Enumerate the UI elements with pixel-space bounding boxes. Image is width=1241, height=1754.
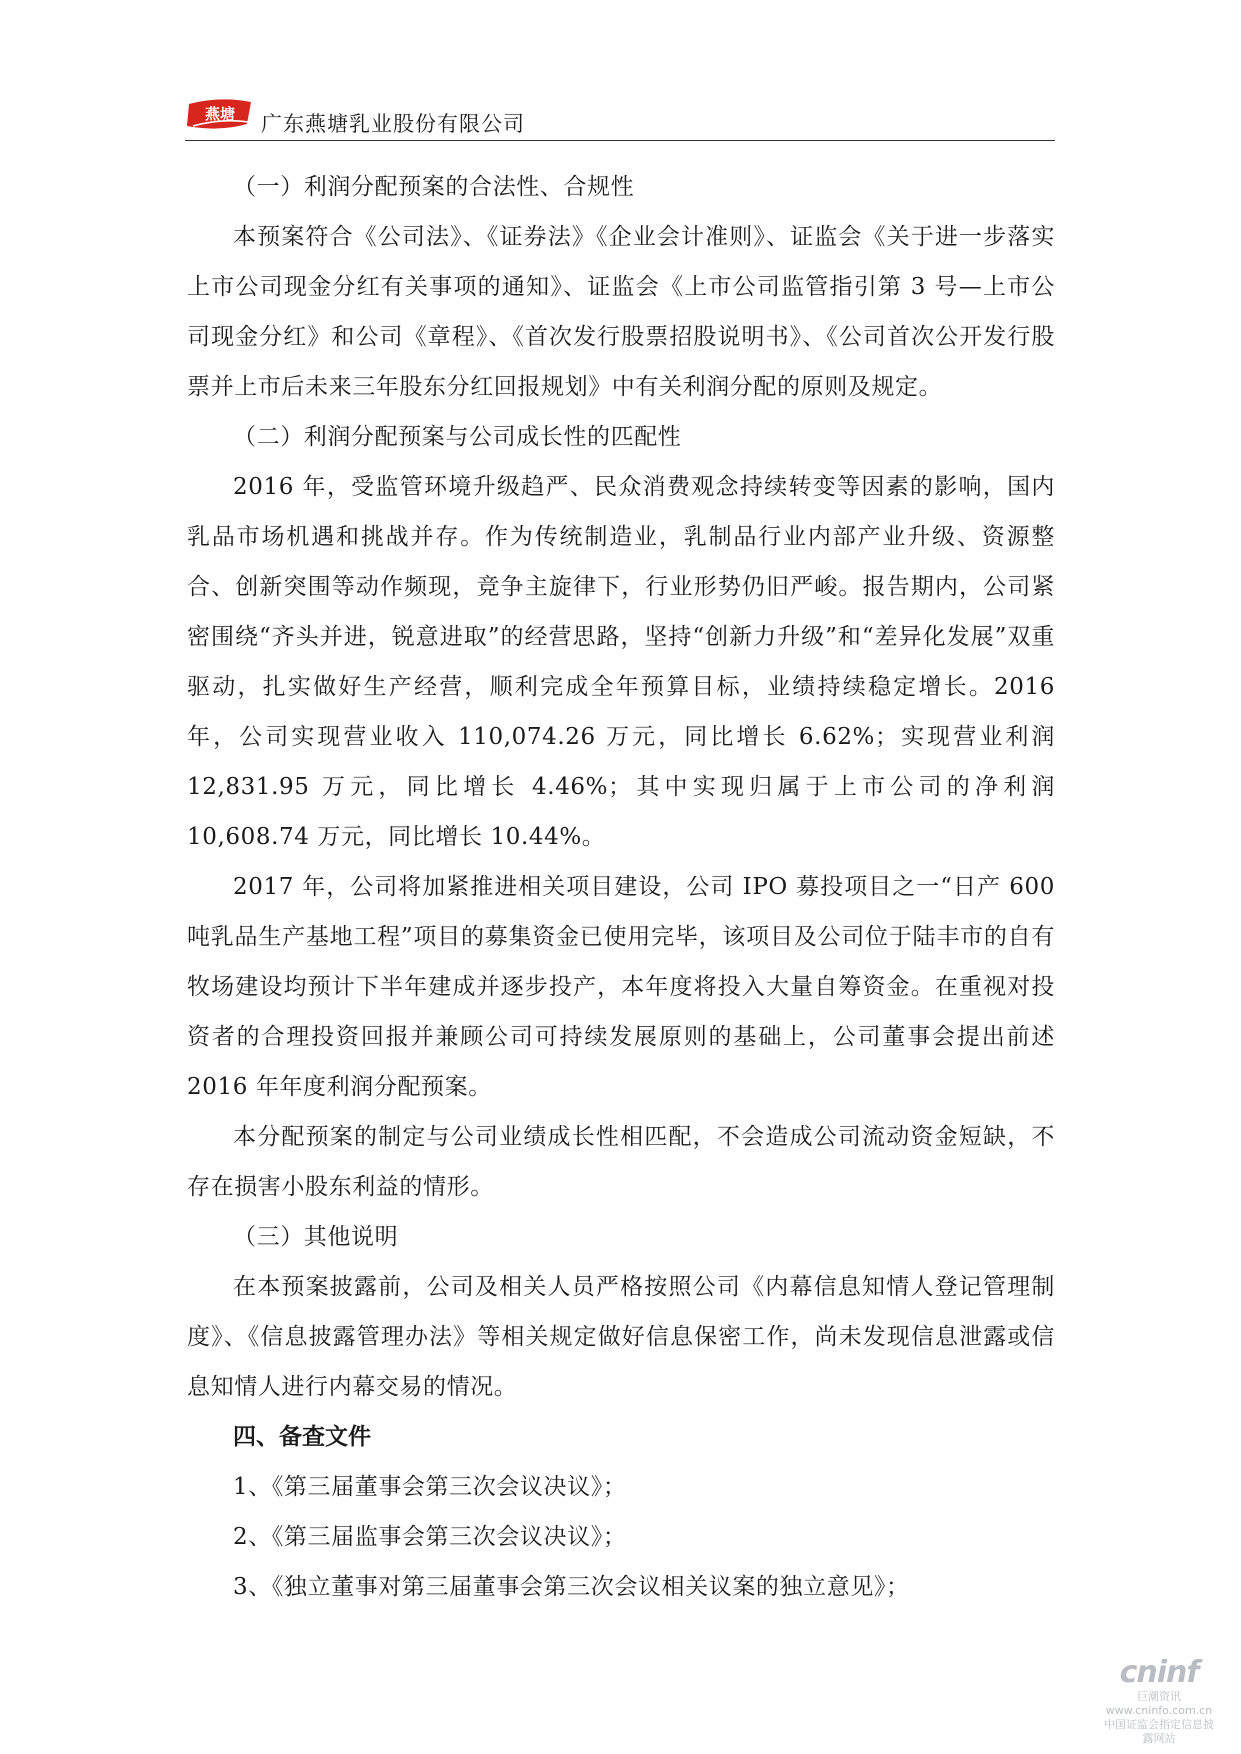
section-2-paragraph-3: 本分配预案的制定与公司业绩成长性相匹配，不会造成公司流动资金短缺，不存在损害小股东利益的情形。: [187, 1124, 1055, 1200]
document-body: [187, 162, 1055, 1612]
section-1-body: 本预案符合《公司法》、《证券法》《企业会计准则》、证监会《关于进一步落实上市公司现金分红有关事项的通知》、证监会《上市公司监管指引第 3 号—上市公司现金分红》和公司《章程》、《首次发行股票招股说明书》、《公司首次公开发行股票并上市后未来三年股东分红回报规划》中有关利润分配的原则及规定。: [187, 224, 1055, 400]
watermark-cn: 巨潮资讯: [1137, 1690, 1181, 1703]
watermark-url: www.cninfo.com.cn: [1105, 1704, 1213, 1717]
cninfo-watermark: [1099, 1655, 1219, 1746]
section-3-title: （三）其他说明: [233, 1224, 399, 1250]
reference-doc-1: 1、《第三届董事会第三次会议决议》；: [233, 1474, 627, 1500]
section-2-paragraph-2: 2017 年，公司将加紧推进相关项目建设，公司 IPO 募投项目之一“日产 600 吨乳品生产基地工程”项目的募集资金已使用完毕，该项目及公司位于陆丰市的自有牧场建设均预计下半年建成并逐步投产，本年度将投入大量自筹资金。在重视对投资者的合理投资回报并兼顾公司可持续发展原则的基础上，公司董事会提出前述 2016 年年度利润分配预案。: [187, 874, 1055, 1100]
header-divider: [185, 140, 1055, 141]
section-3-body: 在本预案披露前，公司及相关人员严格按照公司《内幕信息知情人登记管理制度》、《信息披露管理办法》等相关规定做好信息保密工作，尚未发现信息泄露或信息知情人进行内幕交易的情况。: [187, 1274, 1055, 1400]
page-header: [185, 96, 1055, 140]
watermark-tagline: 中国证监会指定信息披露网站: [1104, 1718, 1214, 1745]
company-logo: [185, 98, 255, 132]
section-1-title: （一）利润分配预案的合法性、合规性: [233, 174, 635, 200]
watermark-logo: cninf: [1119, 1655, 1199, 1690]
section-2-paragraph-1: 2016 年，受监管环境升级趋严、民众消费观念持续转变等因素的影响，国内乳品市场机遇和挑战并存。作为传统制造业，乳制品行业内部产业升级、资源整合、创新突围等动作频现，竞争主旋律下，行业形势仍旧严峻。报告期内，公司紧密围绕“齐头并进，锐意进取”的经营思路，坚持“创新力升级”和“差异化发展”双重驱动，扎实做好生产经营，顺利完成全年预算目标，业绩持续稳定增长。2016 年，公司实现营业收入 110,074.26 万元，同比增长 6.62%；实现营业利润 12,831.95 万元，同比增长 4.46%；其中实现归属于上市公司的净利润 10,608.74 万元，同比增长 10.44%。: [187, 474, 1055, 850]
reference-doc-2: 2、《第三届监事会第三次会议决议》；: [233, 1524, 627, 1550]
reference-doc-3: 3、《独立董事对第三届董事会第三次会议相关议案的独立意见》；: [233, 1574, 910, 1600]
section-4-title: 四、备查文件: [233, 1424, 371, 1450]
section-2-title: （二）利润分配预案与公司成长性的匹配性: [233, 424, 682, 450]
company-name: 广东燕塘乳业股份有限公司: [261, 112, 525, 136]
svg-text:燕塘: 燕塘: [204, 105, 236, 123]
